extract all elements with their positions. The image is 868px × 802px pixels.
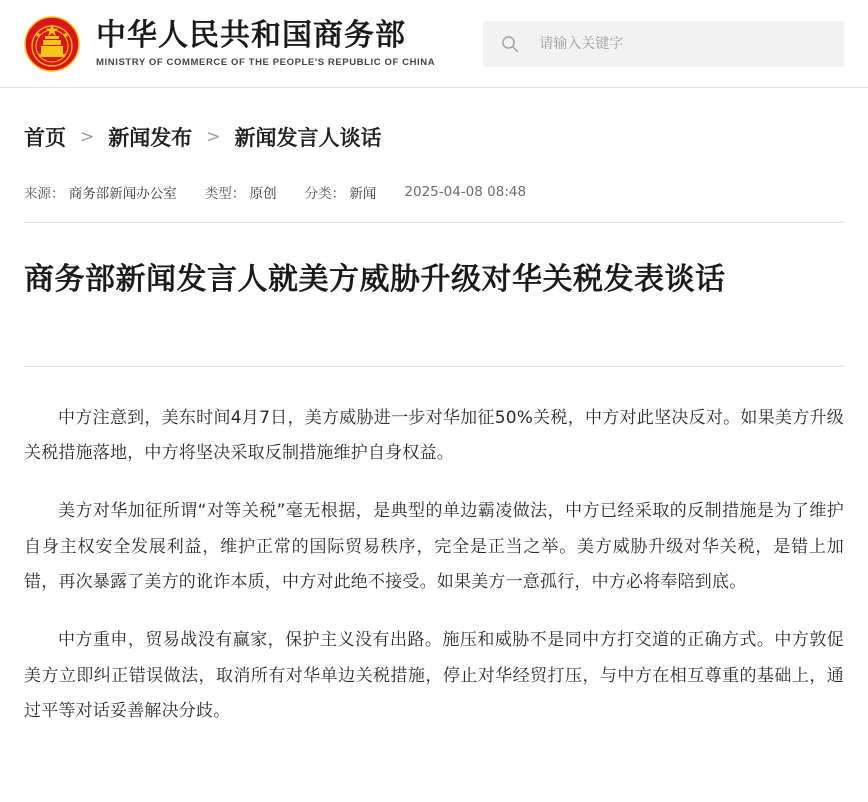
- meta-divider: [24, 222, 844, 223]
- search-box[interactable]: [483, 21, 844, 67]
- meta-category-value: 新闻: [349, 186, 377, 202]
- search-icon: [501, 35, 519, 53]
- site-header: [0, 0, 868, 88]
- meta-source-label: 来源：: [24, 186, 65, 202]
- meta-datetime: 2025-04-08 08:48: [404, 184, 527, 200]
- article-body: [24, 367, 844, 773]
- article-meta: [24, 166, 844, 222]
- chevron-right-icon: >: [206, 127, 221, 147]
- article-paragraph: 中方注意到，美东时间4月7日，美方威胁进一步对华加征50%关税，中方对此坚决反对。如果美方升级关税措施落地，中方将坚决采取反制措施维护自身权益。: [24, 407, 844, 464]
- meta-source: [24, 182, 177, 202]
- article-paragraph: 美方对华加征所谓“对等关税”毫无根据，是典型的单边霸凌做法，中方已经采取的反制措施是为了维护自身主权安全发展利益，维护正常的国际贸易秩序，完全是正当之举。美方威胁升级对华关税，是错上加错，再次暴露了美方的讹诈本质，中方对此绝不接受。如果美方一意孤行，中方必将奉陪到底。: [24, 500, 844, 593]
- national-emblem-icon: [24, 16, 80, 72]
- breadcrumb-item-spokesperson-remarks[interactable]: 新闻发言人谈话: [234, 126, 382, 150]
- brand-title-en: MINISTRY OF COMMERCE OF THE PEOPLE'S REPUBLIC OF CHINA: [96, 57, 436, 69]
- article-paragraph: 中方重申，贸易战没有赢家，保护主义没有出路。施压和威胁不是同中方打交道的正确方式。中方敦促美方立即纠正错误做法，取消所有对华单边关税措施，停止对华经贸打压，与中方在相互尊重的基础上，通过平等对话妥善解决分歧。: [24, 629, 844, 722]
- meta-type: [205, 182, 277, 202]
- meta-source-value: 商务部新闻办公室: [68, 186, 177, 202]
- meta-type-value: 原创: [249, 186, 277, 202]
- site-brand: [96, 19, 435, 69]
- page-title: 商务部新闻发言人就美方威胁升级对华关税发表谈话: [24, 262, 726, 297]
- breadcrumb-item-news-release[interactable]: 新闻发布: [108, 126, 193, 150]
- meta-type-label: 类型：: [204, 186, 246, 202]
- meta-category: [305, 182, 377, 202]
- meta-category-label: 分类：: [304, 186, 346, 202]
- chevron-right-icon: >: [80, 127, 95, 147]
- breadcrumb-item-home[interactable]: 首页: [24, 126, 66, 150]
- brand-title-cn: 中华人民共和国商务部: [96, 17, 406, 53]
- search-input[interactable]: [537, 35, 826, 53]
- breadcrumb: [24, 88, 844, 166]
